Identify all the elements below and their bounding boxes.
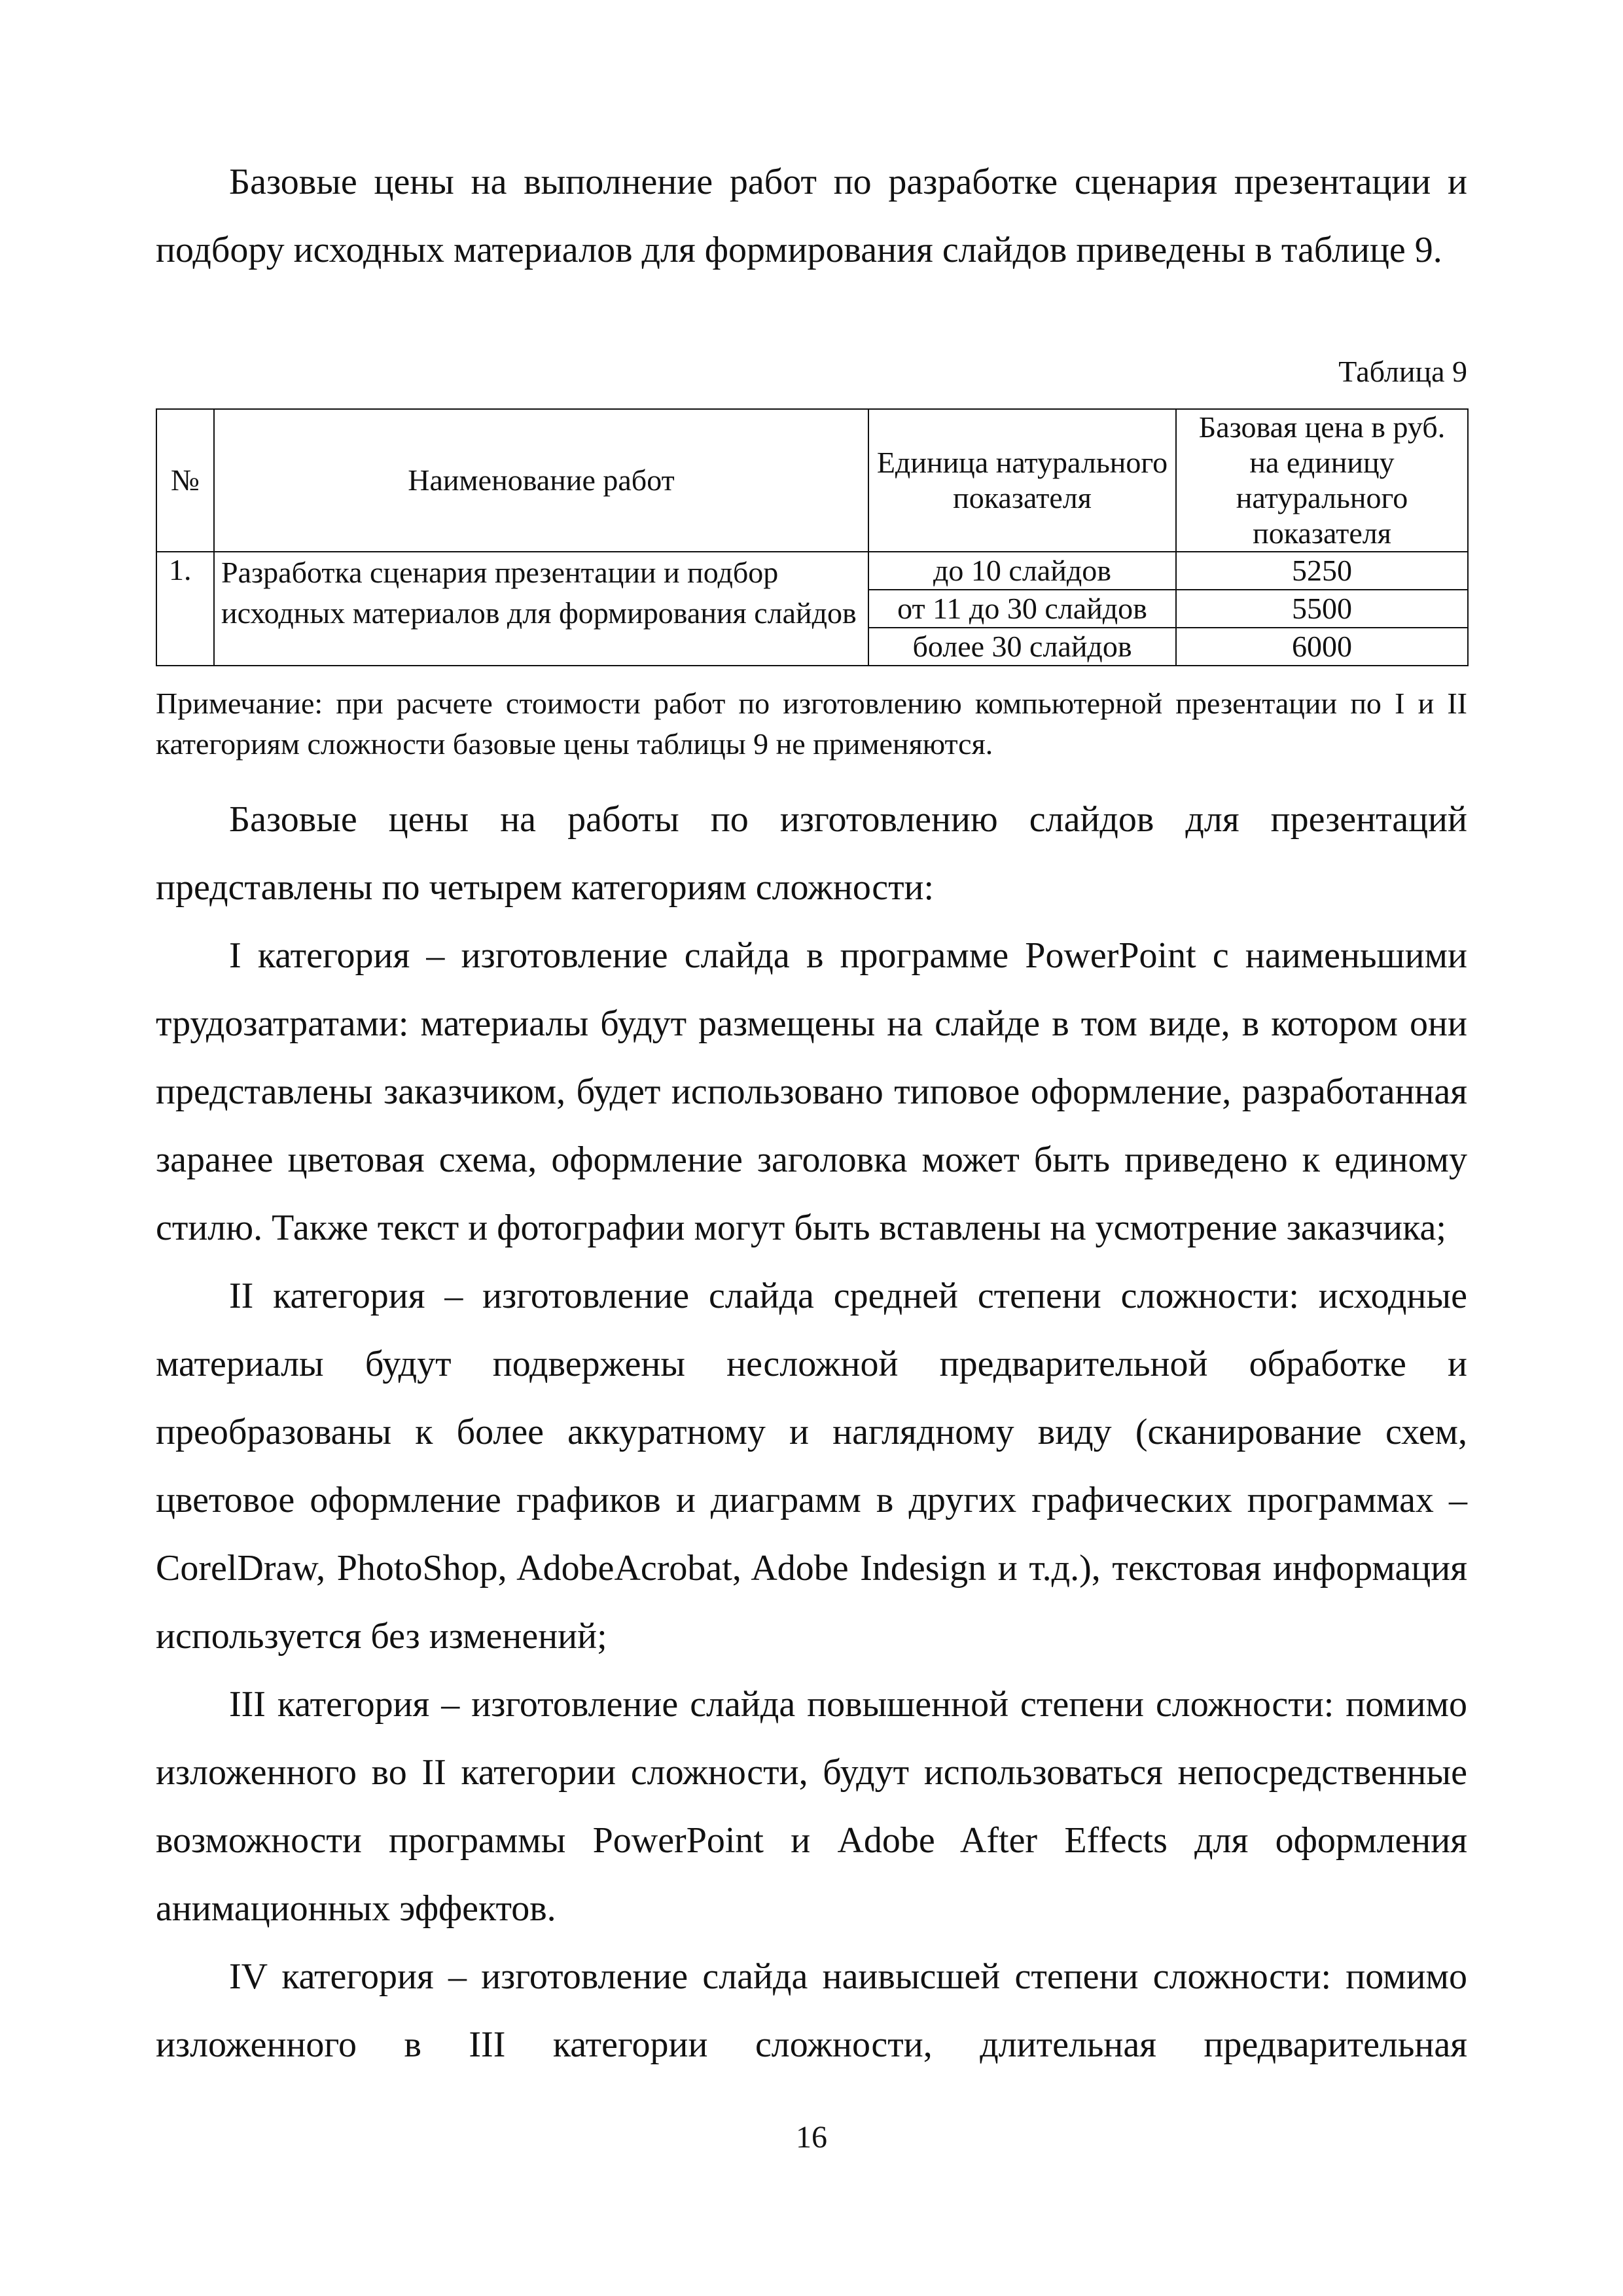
intro-paragraph: Базовые цены на выполнение работ по разработке сценария презентации и подбору исходных материалов для формирования слайдов приведены в таблице 9.: [156, 162, 1467, 270]
header-name: Наименование работ: [214, 409, 868, 552]
row-unit: более 30 слайдов: [868, 628, 1176, 666]
header-price: Базовая цена в руб. на единицу натурального показателя: [1176, 409, 1468, 552]
body-text: [156, 785, 1467, 2079]
header-number: №: [156, 409, 214, 552]
price-table: [156, 408, 1469, 666]
table-header-row: [156, 409, 1468, 552]
row-price: 6000: [1176, 628, 1468, 666]
row-number: 1.: [156, 552, 214, 666]
row-unit: от 11 до 30 слайдов: [868, 590, 1176, 628]
paragraph-category-2: II категория – изготовление слайда средней степени сложности: исходные материалы будут подвержены несложной предварительной обработке и преобразованы к более аккуратному и наглядному виду (сканирование схем, цветовое оформление графиков и диаграмм в других графических программах – CorelDraw, PhotoShop, AdobeAcrobat, Adobe Indesign и т.д.), текстовая информация используется без изменений;: [156, 1276, 1467, 1657]
header-unit: Единица натурального показателя: [868, 409, 1176, 552]
row-name: Разработка сценария презентации и подбор исходных материалов для формирования слайдов: [214, 552, 868, 666]
paragraph-category-4: IV категория – изготовление слайда наивысшей степени сложности: помимо изложенного в III категории сложности, длительная предварительная: [156, 1956, 1467, 2065]
page-number: 16: [796, 2120, 827, 2155]
document-page: [156, 0, 1467, 2296]
paragraph-category-3: III категория – изготовление слайда повышенной степени сложности: помимо изложенного во II категории сложности, будут использоваться непосредственные возможности программы PowerPoint и Adobe After Effects для оформления анимационных эффектов.: [156, 1684, 1467, 1929]
table-caption: Таблица 9: [1338, 355, 1467, 388]
paragraph-categories-intro: Базовые цены на работы по изготовлению слайдов для презентаций представлены по четырем категориям сложности:: [156, 799, 1467, 908]
paragraph-category-1: I категория – изготовление слайда в программе PowerPoint с наименьшими трудозатратами: материалы будут размещены на слайде в том виде, в котором они представлены заказчиком, будет использовано типовое оформление, разработанная заранее цветовая схема, оформление заголовка может быть приведено к единому стилю. Также текст и фотографии могут быть вставлены на усмотрение заказчика;: [156, 935, 1467, 1248]
row-price: 5500: [1176, 590, 1468, 628]
table-row: [156, 552, 1468, 590]
row-price: 5250: [1176, 552, 1468, 590]
table-note: Примечание: при расчете стоимости работ по изготовлению компьютерной презентации по I и II категориям сложности базовые цены таблицы 9 не применяются.: [156, 687, 1467, 761]
row-unit: до 10 слайдов: [868, 552, 1176, 590]
